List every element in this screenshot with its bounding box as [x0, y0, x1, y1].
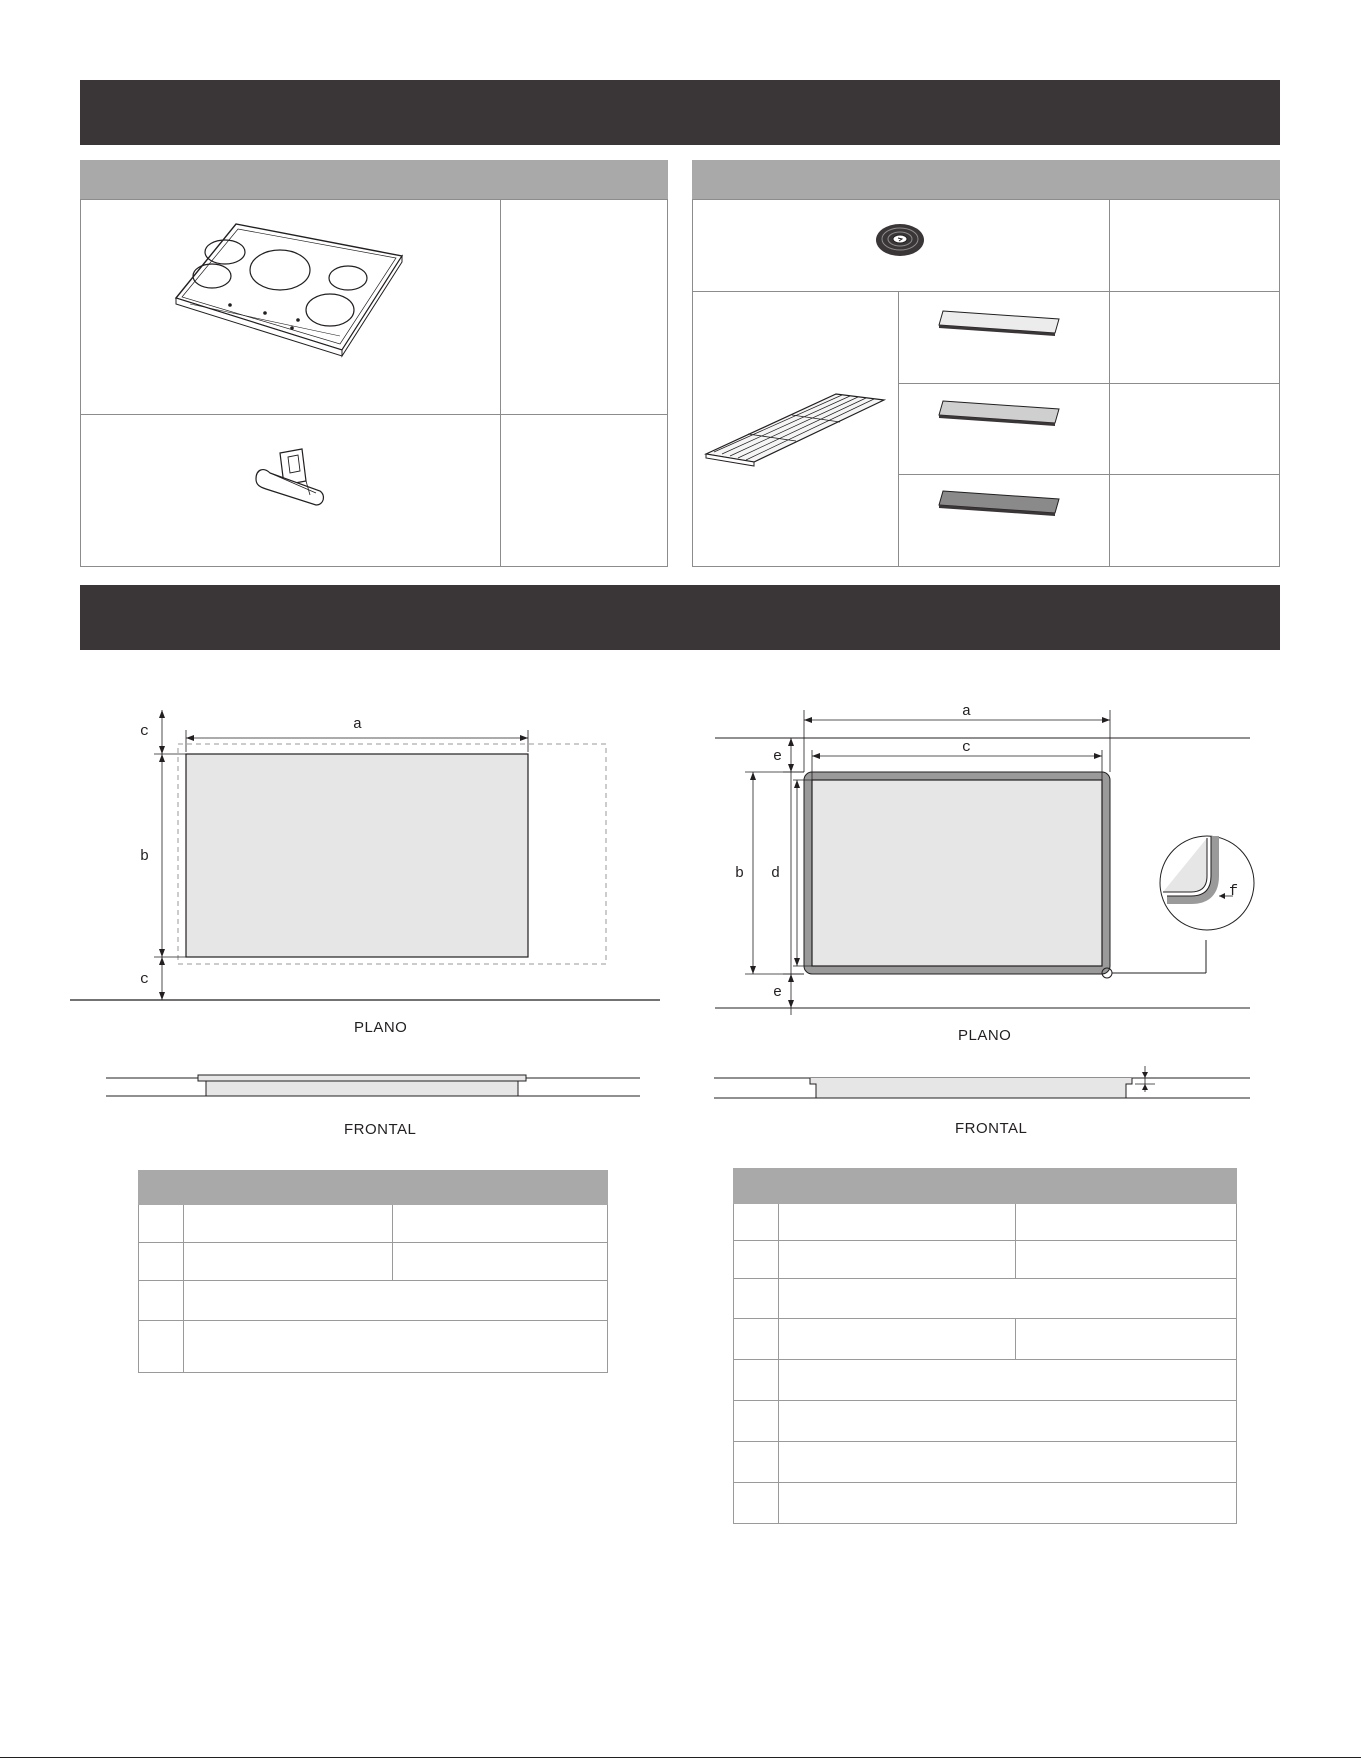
dim-label-e-bottom: e: [773, 984, 783, 1001]
grate-illustration: [700, 390, 890, 470]
table-cell: [139, 1321, 184, 1373]
dim-label-d: d: [771, 865, 781, 882]
table-cell: [734, 1319, 779, 1360]
table-cell: [779, 1442, 1237, 1483]
footer-rule: [0, 1757, 1361, 1758]
left-panel-header: [80, 160, 668, 199]
table-cell: [139, 1205, 184, 1243]
right-frontal-diagram: [710, 1062, 1260, 1104]
dim-label-c-top: c: [140, 723, 150, 740]
table-cell: [779, 1483, 1237, 1524]
dim-label-b: b: [735, 865, 745, 882]
cooktop-illustration: [170, 218, 410, 358]
right-panel-header: [692, 160, 1280, 199]
mounting-bracket-illustration: [250, 445, 340, 515]
table-cell: [184, 1205, 393, 1243]
table-cell: [779, 1401, 1237, 1442]
dim-label-a: a: [353, 716, 363, 733]
left-front-caption: FRONTAL: [344, 1121, 417, 1138]
table-cell: [734, 1241, 779, 1279]
section-banner-dimensions: [80, 585, 1280, 650]
right-plan-diagram: [705, 700, 1265, 1020]
dim-label-f: f: [1229, 883, 1239, 900]
section-banner-top: [80, 80, 1280, 145]
table-cell: [779, 1360, 1237, 1401]
left-spec-table: [138, 1170, 608, 1373]
left-plan-diagram: [70, 700, 670, 1010]
table-cell: [184, 1281, 608, 1321]
table-cell: [734, 1204, 779, 1241]
table-cell: [393, 1243, 608, 1281]
right-front-caption: FRONTAL: [955, 1120, 1028, 1137]
dim-label-b: b: [140, 848, 150, 865]
table-cell: [1016, 1319, 1237, 1360]
table-cell: [734, 1360, 779, 1401]
dim-label-c: c: [962, 739, 972, 756]
trim-strip-dark: [935, 485, 1065, 525]
right-spec-table: [733, 1168, 1237, 1524]
table-cell: [779, 1241, 1016, 1279]
table-cell: [1016, 1204, 1237, 1241]
right-plan-caption: PLANO: [958, 1027, 1012, 1044]
table-cell: [734, 1401, 779, 1442]
table-cell: [393, 1205, 608, 1243]
dim-label-e-top: e: [773, 748, 783, 765]
trim-strip-light: [935, 305, 1065, 345]
table-cell: [184, 1243, 393, 1281]
dim-label-c-bottom: c: [140, 971, 150, 988]
table-cell: [1016, 1241, 1237, 1279]
trim-strip-medium: [935, 395, 1065, 435]
table-cell: [734, 1279, 779, 1319]
table-cell: [734, 1442, 779, 1483]
table-cell: [139, 1243, 184, 1281]
dim-label-a: a: [962, 703, 972, 720]
table-cell: [779, 1204, 1016, 1241]
left-plan-caption: PLANO: [354, 1019, 408, 1036]
table-cell: [734, 1483, 779, 1524]
table-cell: [779, 1319, 1016, 1360]
table-header: [139, 1171, 608, 1205]
table-header: [734, 1169, 1237, 1204]
left-frontal-diagram: [100, 1068, 650, 1103]
cable-coil-illustration: [870, 215, 930, 265]
table-cell: [184, 1321, 608, 1373]
table-cell: [779, 1279, 1237, 1319]
table-cell: [139, 1281, 184, 1321]
